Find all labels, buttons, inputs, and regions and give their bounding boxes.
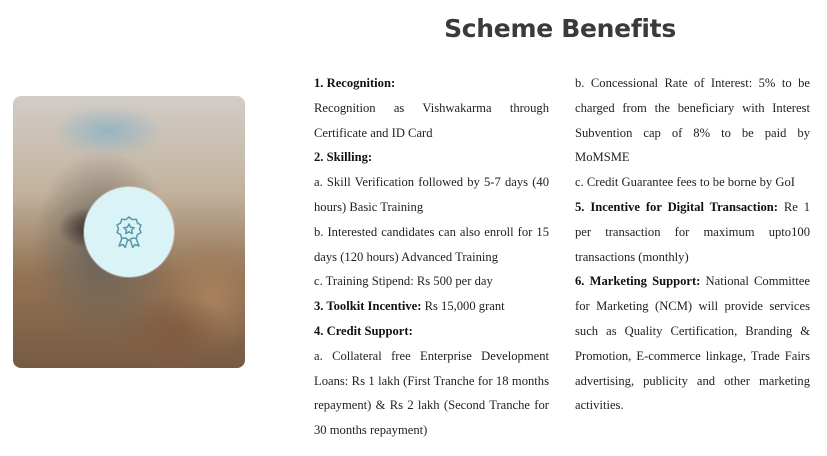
page-title: Scheme Benefits bbox=[444, 14, 676, 43]
concessional-rate-text: b. Concessional Rate of Interest: 5% to be charged from the beneficiary with Interest Subvention cap of 8% to be paid by MoMSME bbox=[575, 76, 810, 165]
recognition-text: Recognition as Vishwakarma through Certificate and ID Card bbox=[314, 100, 549, 140]
award-badge bbox=[84, 187, 174, 277]
collateral-free-loans-text: a. Collateral free Enterprise Development Loans: Rs 1 lakh (First Tranche for 18 months repayment) & Rs 2 lakh (Second Tranche for 30 months repayment) bbox=[314, 348, 549, 438]
credit-support-heading: 4. Credit Support: bbox=[314, 323, 413, 338]
marketing-support: 6. Marketing Support: National Committee for Marketing (NCM) will provide services such as Quality Certification, Branding & Promotion, E-commerce linkage, Trade Fairs advertising, publicity and other marketing activities. bbox=[575, 274, 810, 413]
credit-guarantee-text: c. Credit Guarantee fees to be borne by GoI bbox=[575, 175, 795, 190]
award-badge-icon bbox=[112, 215, 146, 249]
training-stipend-text: c. Training Stipend: Rs 500 per day bbox=[314, 274, 493, 289]
digital-transaction-incentive: 5. Incentive for Digital Transaction: Re 1 per transaction for maximum upto100 transactions (monthly) bbox=[575, 199, 810, 264]
benefits-left-column bbox=[314, 71, 549, 443]
skill-verification-text: a. Skill Verification followed by 5-7 days (40 hours) Basic Training bbox=[314, 175, 549, 214]
skilling-heading: 2. Skilling: bbox=[314, 150, 373, 165]
advanced-training-text: b. Interested candidates can also enroll for 15 days (120 hours) Advanced Training bbox=[314, 224, 549, 264]
recognition-heading: 1. Recognition: bbox=[314, 76, 396, 90]
benefits-right-column bbox=[575, 71, 810, 418]
toolkit-incentive: 3. Toolkit Incentive: Rs 15,000 grant bbox=[314, 299, 505, 314]
